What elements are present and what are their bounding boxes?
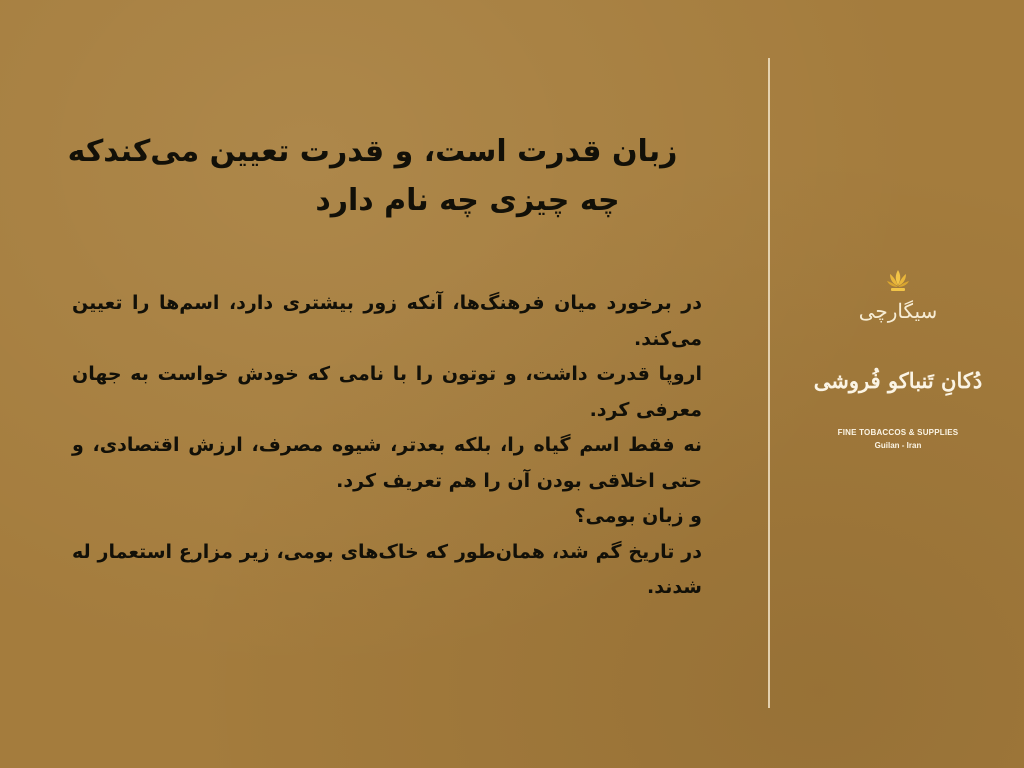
body-text bbox=[72, 286, 702, 606]
lotus-crown-icon bbox=[885, 268, 911, 294]
paragraph: در تاریخ گم شد، همان‌طور که خاک‌های بومی، زیر مزارع استعمار له شدند. bbox=[72, 540, 702, 598]
paragraph: در برخورد میان فرهنگ‌ها، آنکه زور بیشتری دارد، اسم‌ها را تعیین می‌کند. bbox=[72, 292, 702, 350]
slide-title bbox=[40, 128, 705, 225]
logo-wordmark: سیگارچی bbox=[858, 299, 938, 323]
paragraph: نه فقط اسم گیاه را، بلکه بعدتر، شیوه مصرف، ارزش اقتصادی، و حتی اخلاقی بودن آن را هم تعریف کرد. bbox=[72, 434, 702, 492]
tagline: FINE TOBACCOS & SUPPLIES bbox=[837, 428, 959, 437]
title-line-1: زبان قدرت است، و قدرت تعیین می‌کندکه bbox=[67, 134, 678, 169]
location: Guilan - Iran bbox=[874, 441, 922, 450]
paragraph: و زبان بومی؟ bbox=[574, 505, 702, 527]
shop-name: دُکانِ تَنباکو فُروشی bbox=[813, 368, 983, 393]
brand-block bbox=[772, 268, 1024, 450]
vertical-divider bbox=[768, 58, 770, 708]
paragraph: اروپا قدرت داشت، و توتون را با نامی که خودش خواست به جهان معرفی کرد. bbox=[72, 363, 702, 421]
title-line-2: چه چیزی چه نام دارد bbox=[315, 182, 620, 218]
